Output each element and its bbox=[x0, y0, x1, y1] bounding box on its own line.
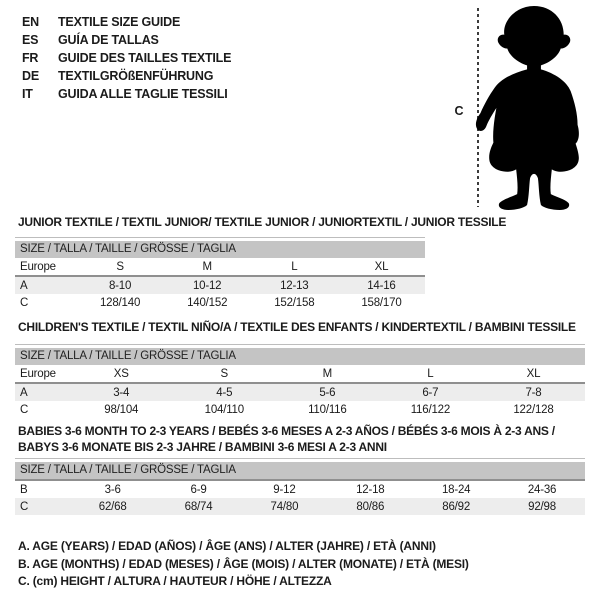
language-code: DE bbox=[22, 69, 39, 83]
size-header-bar: SIZE / TALLA / TAILLE / GRÖSSE / TAGLIA bbox=[15, 462, 585, 481]
value-cell: XL bbox=[338, 258, 425, 276]
section-title-line: JUNIOR TEXTILE / TEXTIL JUNIOR/ TEXTILE JUNIOR / JUNIORTEXTIL / JUNIOR TESSILE bbox=[18, 215, 507, 229]
value-cell: 98/104 bbox=[104, 403, 139, 416]
value-cell: 24-36 bbox=[527, 483, 557, 496]
value-cell: 8-10 bbox=[77, 276, 164, 294]
baby-silhouette-icon bbox=[472, 3, 596, 211]
row-label-cell: Europe bbox=[15, 365, 70, 383]
value-cell: 80/86 bbox=[327, 498, 413, 515]
language-row bbox=[22, 67, 231, 85]
language-title-list bbox=[22, 13, 231, 103]
table-row bbox=[15, 258, 425, 276]
section-title-babies bbox=[18, 423, 555, 455]
section-title-line: BABIES 3-6 MONTH TO 2-3 YEARS / BEBÉS 3-6 MESES A 2-3 AÑOS / BÉBÉS 3-6 MOIS À 2-3 ANS / bbox=[18, 424, 555, 438]
value-cell: M bbox=[276, 365, 379, 383]
value-cell: XS bbox=[70, 365, 173, 383]
value-cell: 74/80 bbox=[241, 498, 327, 515]
value-cell: 3-6 bbox=[104, 483, 121, 496]
value-cell: 140/152 bbox=[187, 296, 228, 309]
value-cell: 18-24 bbox=[441, 483, 471, 496]
section-title-junior bbox=[18, 214, 506, 230]
value-cell: 104/110 bbox=[204, 403, 244, 416]
value-cell: 14-16 bbox=[338, 276, 425, 294]
value-cell: 68/74 bbox=[156, 498, 242, 515]
language-code: EN bbox=[22, 15, 39, 29]
value-cell: 122/128 bbox=[513, 403, 554, 416]
size-table-junior bbox=[15, 237, 425, 311]
row-label-cell: C bbox=[20, 403, 29, 416]
language-guide-title: TEXTILGRÖßENFÜHRUNG bbox=[58, 69, 214, 83]
size-header-bar: SIZE / TALLA / TAILLE / GRÖSSE / TAGLIA bbox=[15, 348, 585, 365]
language-guide-title: GUIDE DES TAILLES TEXTILE bbox=[58, 51, 232, 65]
language-row bbox=[22, 49, 231, 67]
value-cell: 9-12 bbox=[273, 483, 296, 496]
value-cell: 6-9 bbox=[190, 483, 207, 496]
figure-height-label: C bbox=[454, 104, 464, 118]
value-cell: 4-5 bbox=[173, 383, 276, 401]
value-cell: L bbox=[379, 365, 482, 383]
value-cell: 12-18 bbox=[356, 483, 385, 496]
language-guide-title: TEXTILE SIZE GUIDE bbox=[58, 15, 181, 29]
value-cell: 7-8 bbox=[482, 383, 585, 401]
value-cell: 3-4 bbox=[70, 383, 173, 401]
section-title-line: CHILDREN'S TEXTILE / TEXTIL NIÑO/A / TEXTILE DES ENFANTS / KINDERTEXTIL / BAMBINI TESSILE bbox=[18, 320, 576, 334]
language-code: ES bbox=[22, 33, 39, 47]
language-guide-title: GUÍA DE TALLAS bbox=[58, 33, 159, 47]
footnote-line: A. AGE (YEARS) / EDAD (AÑOS) / ÂGE (ANS) / ALTER (JAHRE) / ETÀ (ANNI) bbox=[18, 539, 436, 553]
language-row bbox=[22, 13, 231, 31]
row-label-cell: A bbox=[15, 276, 77, 294]
value-cell: XL bbox=[482, 365, 585, 383]
size-table-grid bbox=[15, 258, 425, 311]
language-code: FR bbox=[22, 51, 39, 65]
footnote-list bbox=[18, 538, 469, 591]
value-cell: 158/170 bbox=[361, 296, 402, 309]
value-cell: 10-12 bbox=[164, 276, 251, 294]
language-guide-title: GUIDA ALLE TAGLIE TESSILI bbox=[58, 87, 228, 101]
table-row bbox=[15, 294, 425, 311]
value-cell: 116/122 bbox=[410, 403, 451, 416]
size-header-bar: SIZE / TALLA / TAILLE / GRÖSSE / TAGLIA bbox=[15, 241, 425, 258]
row-label-cell: A bbox=[15, 383, 70, 401]
section-title-children bbox=[18, 319, 576, 335]
value-cell: L bbox=[251, 258, 338, 276]
value-cell: 86/92 bbox=[413, 498, 499, 515]
table-row bbox=[15, 383, 585, 401]
value-cell: 6-7 bbox=[379, 383, 482, 401]
size-table-grid bbox=[15, 481, 585, 515]
table-row bbox=[15, 365, 585, 383]
value-cell: 5-6 bbox=[276, 383, 379, 401]
size-table-children bbox=[15, 344, 585, 418]
row-label-cell: C bbox=[20, 296, 29, 309]
section-title-line: BABYS 3-6 MONATE BIS 2-3 JAHRE / BAMBINI 3-6 MESI A 2-3 ANNI bbox=[18, 440, 387, 454]
footnote-line: C. (cm) HEIGHT / ALTURA / HAUTEUR / HÖHE / ALTEZZA bbox=[18, 574, 332, 588]
value-cell: S bbox=[77, 258, 164, 276]
size-table-babies bbox=[15, 458, 585, 515]
language-row bbox=[22, 31, 231, 49]
table-row bbox=[15, 401, 585, 418]
value-cell: 12-13 bbox=[251, 276, 338, 294]
footnote-line: B. AGE (MONTHS) / EDAD (MESES) / ÂGE (MOIS) / ALTER (MONATE) / ETÀ (MESI) bbox=[18, 556, 469, 571]
language-row bbox=[22, 85, 231, 103]
table-row bbox=[15, 276, 425, 294]
row-label-cell: C bbox=[15, 498, 70, 515]
language-code: IT bbox=[22, 87, 33, 101]
size-table-grid bbox=[15, 365, 585, 418]
value-cell: M bbox=[164, 258, 251, 276]
table-row bbox=[15, 481, 585, 498]
value-cell: 152/158 bbox=[274, 296, 315, 309]
row-label-cell: Europe bbox=[15, 258, 77, 276]
value-cell: 110/116 bbox=[308, 403, 347, 416]
row-label-cell: B bbox=[20, 483, 28, 496]
table-row bbox=[15, 498, 585, 515]
value-cell: 92/98 bbox=[499, 498, 585, 515]
value-cell: 128/140 bbox=[99, 296, 141, 309]
value-cell: S bbox=[173, 365, 276, 383]
value-cell: 62/68 bbox=[70, 498, 156, 515]
